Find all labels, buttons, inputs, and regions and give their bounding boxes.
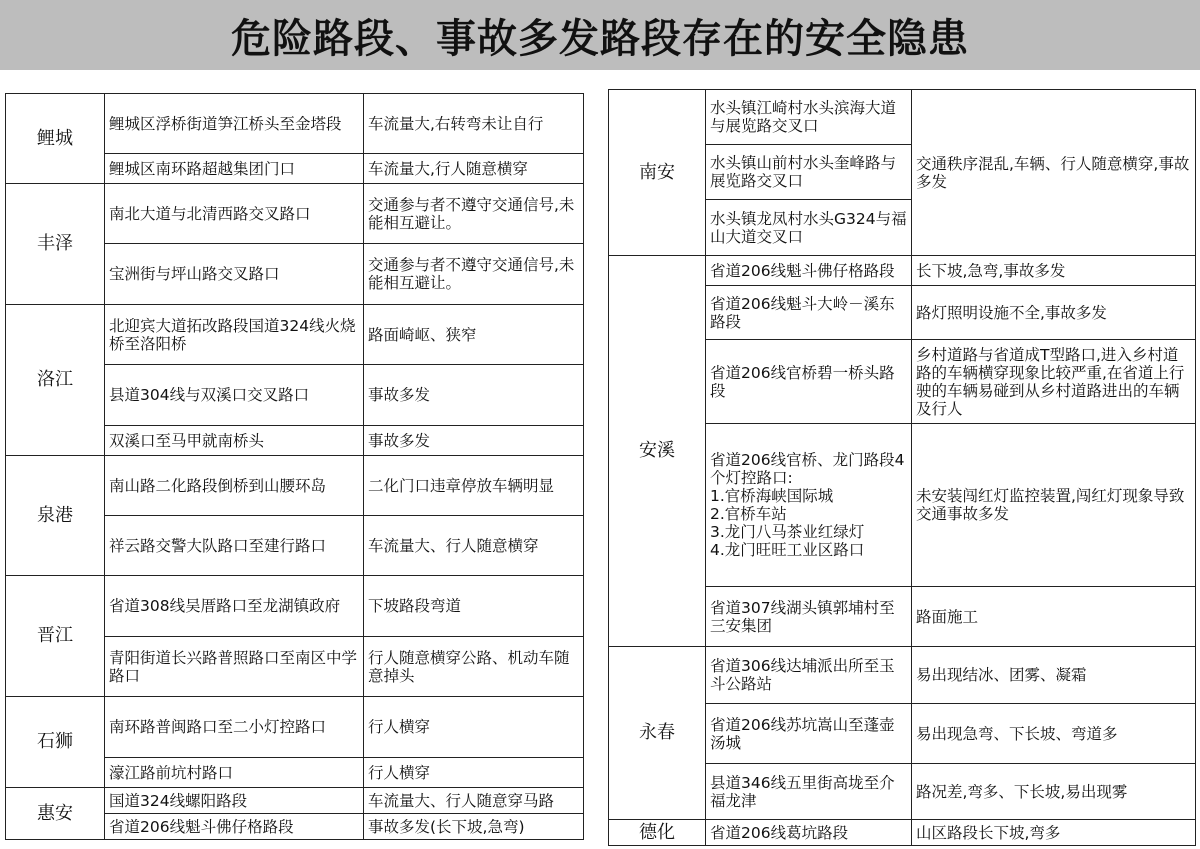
issue-cell: 车流量大、行人随意横穿	[364, 516, 584, 576]
issue-cell: 二化门口违章停放车辆明显	[364, 456, 584, 516]
issue-cell: 车流量大,右转弯未让自行	[364, 94, 584, 154]
location-line: 3.龙门八马茶业红绿灯	[710, 523, 865, 541]
issue-cell: 易出现结冰、团雾、凝霜	[912, 647, 1196, 704]
location-cell: 宝洲街与坪山路交叉路口	[105, 244, 364, 305]
location-cell: 祥云路交警大队路口至建行路口	[105, 516, 364, 576]
region-cell: 洛江	[6, 305, 105, 456]
location-cell: 双溪口至马甲就南桥头	[105, 426, 364, 456]
issue-cell: 长下坡,急弯,事故多发	[912, 256, 1196, 286]
table-row	[609, 90, 1196, 145]
region-cell: 德化	[609, 820, 706, 846]
location-cell: 青阳街道长兴路普照路口至南区中学路口	[105, 637, 364, 697]
issue-cell: 下坡路段弯道	[364, 576, 584, 637]
issue-cell: 行人横穿	[364, 758, 584, 788]
title-banner	[0, 0, 1200, 70]
location-cell: 南山路二化路段倒桥到山腰环岛	[105, 456, 364, 516]
location-cell: 南环路普闽路口至二小灯控路口	[105, 697, 364, 758]
location-cell: 北迎宾大道拓改路段国道324线火烧桥至洛阳桥	[105, 305, 364, 365]
table-row	[6, 697, 584, 758]
table-row	[6, 456, 584, 516]
table-row	[609, 256, 1196, 286]
table-row	[609, 647, 1196, 704]
location-cell: 水头镇江崎村水头滨海大道与展览路交叉口	[706, 90, 912, 145]
issue-cell: 路面施工	[912, 587, 1196, 647]
issue-cell: 交通秩序混乱,车辆、行人随意横穿,事故多发	[912, 90, 1196, 256]
page-title: 危险路段、事故多发路段存在的安全隐患	[231, 15, 969, 62]
issue-cell: 事故多发	[364, 365, 584, 426]
issue-cell: 山区路段长下坡,弯多	[912, 820, 1196, 846]
location-cell: 省道206线魁斗佛仔格路段	[706, 256, 912, 286]
location-cell: 鲤城区南环路超越集团门口	[105, 154, 364, 184]
location-cell: 水头镇山前村水头奎峰路与展览路交叉口	[706, 145, 912, 200]
table-row	[6, 576, 584, 637]
location-cell: 国道324线螺阳路段	[105, 788, 364, 814]
table-row	[6, 788, 584, 814]
region-cell: 晋江	[6, 576, 105, 697]
region-cell: 惠安	[6, 788, 105, 840]
location-cell: 省道307线湖头镇郭埔村至三安集团	[706, 587, 912, 647]
location-cell: 省道206线魁斗大岭－溪东路段	[706, 286, 912, 340]
location-cell: 鲤城区浮桥街道笋江桥头至金塔段	[105, 94, 364, 154]
location-cell: 省道206线魁斗佛仔格路段	[105, 814, 364, 840]
issue-cell: 行人随意横穿公路、机动车随意掉头	[364, 637, 584, 697]
location-line: 1.官桥海峡国际城	[710, 487, 834, 505]
region-cell: 永春	[609, 647, 706, 820]
issue-cell: 乡村道路与省道成T型路口,进入乡村道路的车辆横穿现象比较严重,在省道上行驶的车辆易碰到从乡村道路进出的车辆及行人	[912, 340, 1196, 424]
location-cell: 濠江路前坑村路口	[105, 758, 364, 788]
location-cell: 省道308线吴厝路口至龙湖镇政府	[105, 576, 364, 637]
issue-cell: 路灯照明设施不全,事故多发	[912, 286, 1196, 340]
table-row	[609, 820, 1196, 846]
issue-cell: 事故多发	[364, 426, 584, 456]
table-row	[6, 94, 584, 154]
table-row	[6, 184, 584, 244]
issue-cell: 路面崎岖、狭窄	[364, 305, 584, 365]
issue-cell: 行人横穿	[364, 697, 584, 758]
location-line: 4.龙门旺旺工业区路口	[710, 541, 865, 559]
location-cell: 省道206线官桥碧一桥头路段	[706, 340, 912, 424]
region-cell: 石狮	[6, 697, 105, 788]
location-cell: 水头镇龙凤村水头G324与福山大道交叉口	[706, 200, 912, 256]
location-cell: 县道346线五里街高垅至介福龙津	[706, 764, 912, 820]
table-row	[6, 305, 584, 365]
location-cell: 省道206线葛坑路段	[706, 820, 912, 846]
issue-cell: 未安装闯红灯监控装置,闯红灯现象导致交通事故多发	[912, 424, 1196, 587]
region-cell: 南安	[609, 90, 706, 256]
location-line: 省道206线官桥、龙门路段4个灯控路口:	[710, 451, 905, 487]
region-cell: 鲤城	[6, 94, 105, 184]
region-cell: 泉港	[6, 456, 105, 576]
location-cell: 县道304线与双溪口交叉路口	[105, 365, 364, 426]
location-line: 2.官桥车站	[710, 505, 787, 523]
location-cell: 省道206线苏坑嵩山至蓬壶汤城	[706, 704, 912, 764]
region-cell: 安溪	[609, 256, 706, 647]
issue-cell: 易出现急弯、下长坡、弯道多	[912, 704, 1196, 764]
issue-cell: 事故多发(长下坡,急弯)	[364, 814, 584, 840]
issue-cell: 车流量大、行人随意穿马路	[364, 788, 584, 814]
region-cell: 丰泽	[6, 184, 105, 305]
issue-cell: 交通参与者不遵守交通信号,未能相互避让。	[364, 184, 584, 244]
location-cell: 南北大道与北清西路交叉路口	[105, 184, 364, 244]
location-cell: 省道306线达埔派出所至玉斗公路站	[706, 647, 912, 704]
issue-cell: 交通参与者不遵守交通信号,未能相互避让。	[364, 244, 584, 305]
issue-cell: 路况差,弯多、下长坡,易出现雾	[912, 764, 1196, 820]
left-hazard-table	[5, 93, 584, 840]
right-hazard-table	[608, 89, 1196, 846]
location-list-cell	[706, 424, 912, 587]
issue-cell: 车流量大,行人随意横穿	[364, 154, 584, 184]
